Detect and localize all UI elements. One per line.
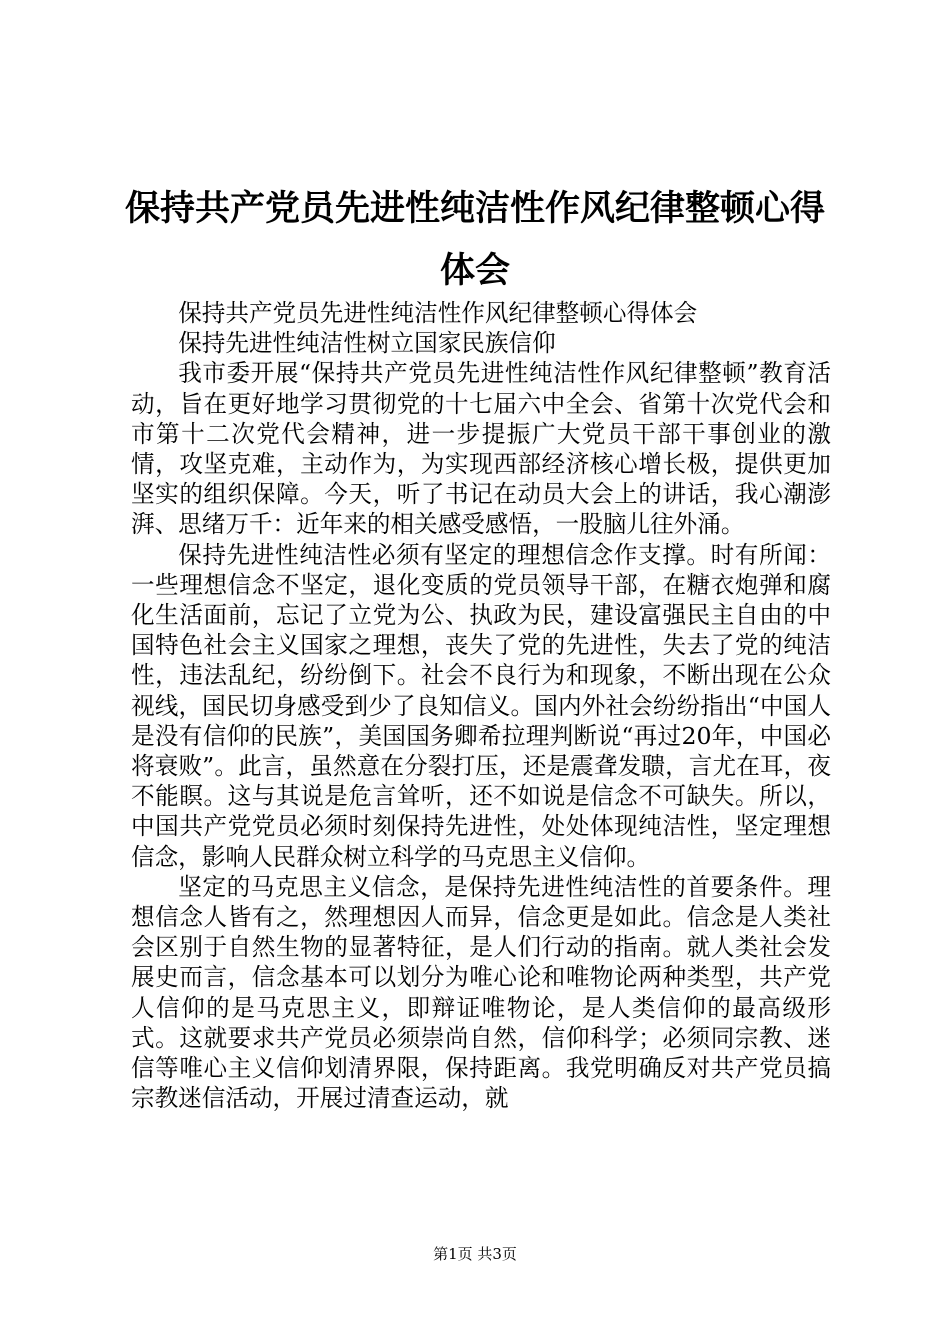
paragraph: 保持先进性纯洁性必须有坚定的理想信念作支撑。时有所闻：一些理想信念不坚定，退化变质的党员领导干部，在糖衣炮弹和腐化生活面前，忘记了立党为公、执政为民，建设富强民主自由的中国特色社会主义国家之理想，丧失了党的先进性，失去了党的纯洁性，违法乱纪，纷纷倒下。社会不良行为和现象，不断出现在公众视线，国民切身感受到少了良知信义。国内外社会纷纷指出“中国人是没有信仰的民族”，美国国务卿希拉理判断说“再过20年，中国必将衰败”。此言，虽然意在分裂打压，还是震聋发聩，言尤在耳，夜不能瞑。这与其说是危言耸听，还不如说是信念不可缺失。所以，中国共产党党员必须时刻保持先进性，处处体现纯洁性，坚定理想信念，影响人民群众树立科学的马克思主义信仰。 bbox=[131, 540, 831, 871]
document-body bbox=[131, 298, 831, 1113]
paragraph: 坚定的马克思主义信念，是保持先进性纯洁性的首要条件。理想信念人皆有之，然理想因人而异，信念更是如此。信念是人类社会区别于自然生物的显著特征，是人们行动的指南。就人类社会发展史而言，信念基本可以划分为唯心论和唯物论两种类型，共产党人信仰的是马克思主义，即辩证唯物论，是人类信仰的最高级形式。这就要求共产党员必须崇尚自然，信仰科学；必须同宗教、迷信等唯心主义信仰划清界限，保持距离。我党明确反对共产党员搞宗教迷信活动，开展过清查运动，就 bbox=[131, 872, 831, 1113]
paragraph-heading: 保持先进性纯洁性树立国家民族信仰 bbox=[178, 329, 556, 358]
page-footer: 第1页 共3页 bbox=[433, 1245, 517, 1263]
document-title: 保持共产党员先进性纯洁性作风纪律整顿心得体会 bbox=[124, 189, 825, 291]
paragraph: 我市委开展“保持共产党员先进性纯洁性作风纪律整顿”教育活动，旨在更好地学习贯彻党的十七届六中全会、省第十次党代会和市第十二次党代会精神，进一步提振广大党员干部干事创业的激情，攻坚克难，主动作为，为实现西部经济核心增长极，提供更加坚实的组织保障。今天，听了书记在动员大会上的讲话，我心潮澎湃、思绪万千：近年来的相关感受感悟，一股脑儿往外涌。 bbox=[131, 359, 831, 539]
paragraph-subtitle: 保持共产党员先进性纯洁性作风纪律整顿心得体会 bbox=[178, 299, 698, 327]
